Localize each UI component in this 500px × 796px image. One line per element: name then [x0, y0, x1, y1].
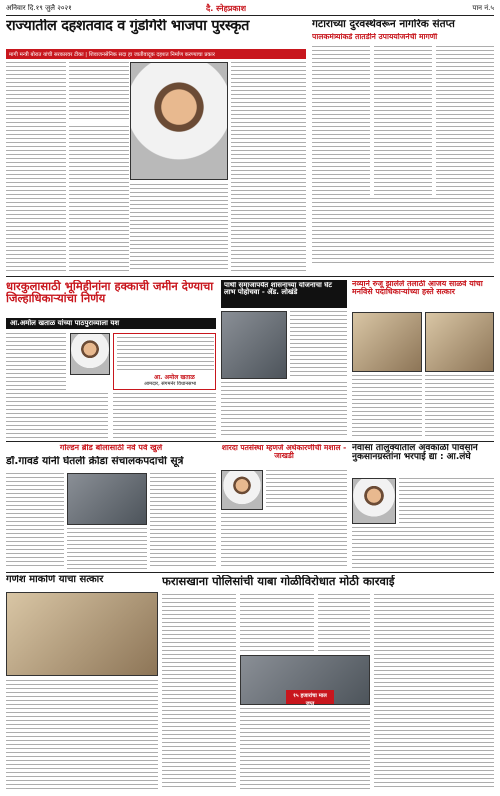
story9-headline: गणेश माकोणे यांचा सत्कार [6, 575, 104, 585]
story1-subhead-bar [6, 49, 306, 59]
issue-date: अनिवार दि.१९ जुलै २०२१ [6, 4, 72, 12]
story7-headline: शारदा पतसंस्था म्हणजे अर्थकारणीची मशाल - जाखडी [221, 444, 347, 460]
story8-col2 [352, 527, 494, 569]
story1-headline: राज्यातील दहशतवाद व गुंडगिरी भाजपा पुरस्कृत [6, 19, 250, 34]
story10-col4 [240, 708, 370, 790]
story3-byline: आ.अमोल खताळ यांच्या पाठपुराव्याला यश [10, 319, 120, 327]
story10-col3 [318, 594, 370, 652]
story2-subhead: पालकमंत्र्यांकडे तातडीने उपाययोजनेची मागणी [312, 33, 438, 41]
story8-headline: नेवासा तालुक्यातील अवकाळी पावसाने नुकसानग्रस्तांना भरपाई द्या : आ.लंघे [352, 444, 478, 463]
story2-col4 [312, 198, 494, 266]
divider [6, 441, 494, 442]
story4-photo [221, 311, 287, 379]
story9-photo [6, 592, 158, 676]
story6-col1 [6, 473, 64, 569]
story6-photo [67, 473, 147, 525]
story2-col1 [312, 46, 370, 196]
paper-name: दै. स्नेहप्रकाश [206, 4, 247, 13]
story5-headline: नव्याने रुजू झालेले तलाठी आजय साळवे यांचा मनविसे पदाधिकाऱ्यांच्या हस्ते सत्कार [352, 280, 483, 297]
story5-photo2 [425, 312, 494, 372]
story1-col2b [69, 126, 129, 272]
story3-quote-title: आमदार, संगमनेर विधानसभा [144, 381, 197, 387]
story1-col2 [69, 62, 129, 122]
story10-col5 [374, 594, 494, 790]
story10-photo-caption-box [286, 690, 334, 707]
story8-photo [352, 478, 396, 524]
story3-quote-name: आ. अमोल खताळ [154, 374, 195, 381]
story3-col3 [113, 393, 216, 438]
story10-col1 [162, 594, 236, 790]
story10-headline: फरासखाना पोलिसांची याबा गोळीविरोधात मोठी कारवाई [162, 575, 395, 588]
story6-headline: गोल्डन ब्रीड बोलासाठी नवे पर्व खुले [59, 444, 163, 452]
story7-col1 [266, 470, 347, 510]
story10-photo-caption: १५ हजारांचा माल जप्त [293, 693, 327, 707]
story3-col2 [6, 393, 108, 438]
story4-headline: पाथी समाजापर्यंत शासनाच्या योजनांचा घेट लाभ पोहोचवा - ॲड. लोखंडे [224, 282, 332, 297]
story1-subhead: मागी मन्त्री बोरात यांची सरकारवर टीका | शिवाजनसेनिक सदा हा जातीवादूक दहशत निर्माण करण्याचा प्रकार [9, 52, 215, 58]
story4-col1 [290, 311, 347, 379]
story7-col2 [221, 513, 347, 569]
divider [6, 572, 494, 573]
story3-photo [70, 333, 110, 375]
story8-col1 [399, 478, 494, 524]
story2-col3 [436, 46, 494, 196]
story4-col2 [221, 382, 347, 438]
story1-col2c [130, 184, 228, 272]
story5-photo [352, 312, 422, 372]
story6-col3 [150, 473, 216, 569]
story4-headline-bar [221, 280, 347, 308]
story5-col1 [352, 375, 422, 438]
story1-col1 [6, 62, 66, 272]
story5-col2 [425, 375, 494, 438]
story6-col2 [67, 528, 147, 569]
story3-headline: धारकुलासाठी भूमिहीनांना हक्काची जमीन देण्याचा जिल्हाधिकाऱ्यांचा निर्णय [6, 280, 214, 306]
story3-byline-bar [6, 318, 216, 329]
story3-quote-box [113, 333, 216, 390]
story7-photo [221, 470, 263, 510]
page-number: पान नं.५ [472, 4, 494, 12]
story6-subhead: डॉ.गावडे यांनी घेतली क्रीडा संचालकपदाची सूत्रे [6, 456, 184, 467]
divider [6, 276, 494, 277]
story2-col2 [374, 46, 432, 196]
story1-photo [130, 62, 228, 180]
story2-headline: गटाराच्या दुरवस्थेवरून नागरिक संतप्त [312, 19, 455, 30]
story1-col3 [231, 62, 306, 272]
story10-col2 [240, 594, 314, 652]
story9-col1 [6, 680, 158, 790]
story3-col1 [6, 333, 66, 390]
masthead [6, 3, 494, 16]
